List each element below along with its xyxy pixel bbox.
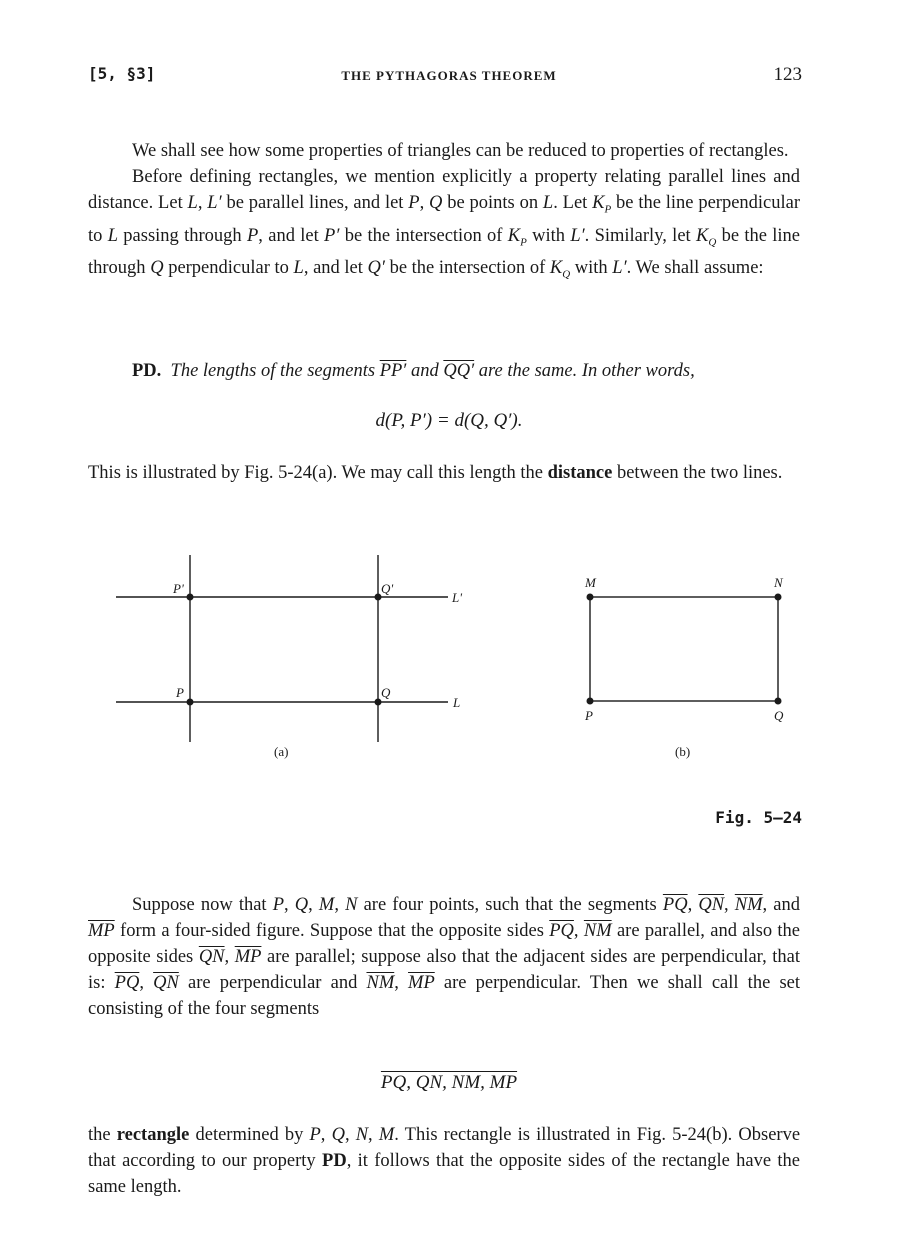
label-figure-a: (a) bbox=[274, 744, 289, 759]
label-Q-a: Q bbox=[381, 685, 391, 700]
section-reference: [5, §3] bbox=[88, 64, 156, 83]
rectangle-term: rectangle bbox=[116, 1125, 190, 1145]
pd-label: PD. bbox=[132, 361, 162, 381]
segment-list: PQ, QN, NM, MP bbox=[380, 1072, 518, 1093]
point-P-a bbox=[187, 699, 194, 706]
intro-paragraphs bbox=[88, 138, 800, 288]
label-P-prime: P' bbox=[173, 581, 184, 596]
point-P-b bbox=[587, 698, 594, 705]
point-M bbox=[587, 594, 594, 601]
point-Q-b bbox=[775, 698, 782, 705]
label-M: M bbox=[585, 575, 596, 590]
pd-setup-paragraph: Before defining rectangles, we mention explicitly a property relating parallel lines and distance. Let L, L′ be parallel lines, and let P, Q be points on L. Let $K_P$ be the line perpendicular to L passing through P, and let P′ be the intersection of $K_P$ with L′. Similarly, let $K_Q$ be the line through Q perpendicular to L, and let Q′ be the intersection of $K_Q$ with L′. We shall assume: bbox=[88, 167, 801, 282]
intro-sentence: We shall see how some properties of triangles can be reduced to properties of rectangles. bbox=[132, 141, 789, 161]
rectangle-definition-paragraph: the rectangle determined by P, Q, N, M. This rectangle is illustrated in Fig. 5-24(b). Observe that according to our property PD, it follows that the opposite sides of the rectangle have the same length. bbox=[88, 1125, 801, 1197]
pd-formula: d(P, P′) = d(Q, Q′). bbox=[375, 410, 523, 431]
figure-b bbox=[590, 597, 778, 701]
rectangle-paragraph: Suppose now that P, Q, M, N are four points, such that the segments $\overline{PQ}$, $\overline{QN}$, $\overline{NM}$, and $\overline{MP}$ form a four-sided figure. Suppose that the opposite sides $\overline{PQ}$, $\overline{NM}$ are parallel, and also the opposite sides $\overline{QN}$, $\overline{MP}$ are parallel; suppose also that the adjacent sides are perpendicular, that is: $\overline{PQ}$, $\overline{QN}$ are perpendicular and $\overline{NM}$, $\overline{MP}$ are perpendicular. Then we shall call the set consisting of the four segments bbox=[88, 895, 801, 1019]
label-P-a: P bbox=[176, 685, 184, 700]
pd-statement: PD. The lengths of the segments PP′ and QQ′ are the same. In other words, bbox=[132, 361, 695, 381]
label-N: N bbox=[774, 575, 783, 590]
rectangle-MNQP bbox=[590, 597, 778, 701]
running-title: THE PYTHAGORAS THEOREM bbox=[341, 68, 557, 83]
page-number: 123 bbox=[773, 64, 802, 85]
label-figure-b: (b) bbox=[675, 744, 691, 759]
label-Q-b: Q bbox=[774, 708, 784, 723]
distance-term: distance bbox=[547, 463, 613, 483]
point-P-prime bbox=[187, 594, 194, 601]
figure-5-24 bbox=[0, 550, 898, 780]
label-P-b: P bbox=[585, 708, 593, 723]
label-Q-prime: Q' bbox=[381, 581, 394, 596]
label-L-prime: L' bbox=[452, 590, 463, 605]
distance-paragraph: This is illustrated by Fig. 5-24(a). We may call this length the distance between the two lines. bbox=[88, 463, 783, 483]
point-N bbox=[775, 594, 782, 601]
figure-caption: Fig. 5–24 bbox=[715, 808, 802, 827]
figure-a bbox=[116, 555, 448, 742]
label-L: L bbox=[453, 695, 461, 710]
